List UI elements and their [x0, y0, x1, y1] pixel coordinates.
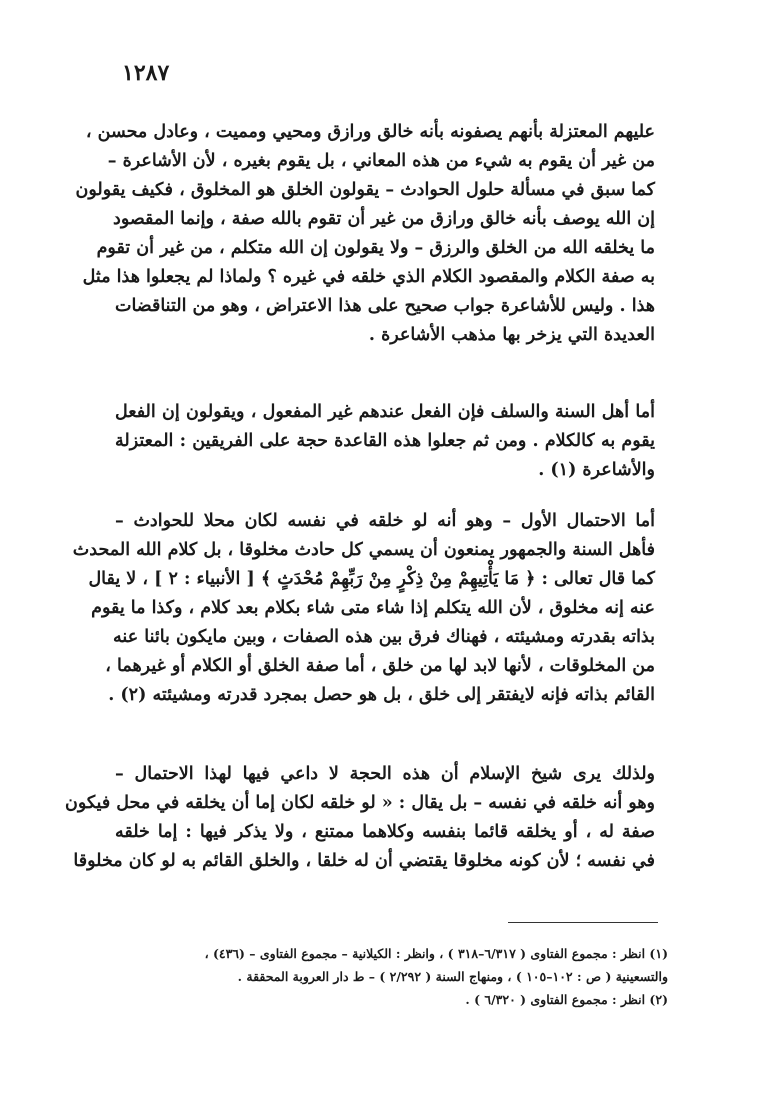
text-line: العديدة التي يزخر بها مذهب الأشاعرة .	[368, 325, 655, 345]
text-line: به صفة الكلام والمقصود الكلام الذي خلقه في غيره ؟ ولماذا لم يجعلوا هذا مثل	[82, 267, 655, 287]
text-line: بذاته بقدرته ومشيئته ، فهناك فرق بين هذه الصفات ، وبين مايكون بائنا عنه	[113, 627, 655, 647]
paragraph-3	[72, 507, 655, 710]
text-line: والأشاعرة (١) .	[538, 460, 655, 480]
footnote-line: (١) انظر : مجموع الفتاوى ( ٦/٣١٧–٣١٨ ) ، وانظر : الكيلانية – مجموع الفتاوى – (٤٣٦) ،	[204, 946, 668, 961]
text-line: إن الله يوصف بأنه خالق ورازق من غير أن تقوم بالله صفة ، وإنما المقصود	[113, 209, 655, 229]
paragraph-2	[115, 398, 655, 485]
text-line: في نفسه ؛ لأن كونه مخلوقا يقتضي أن له خلقا ، والخلق القائم به لو كان مخلوقا	[73, 851, 655, 871]
text-line: فأهل السنة والجمهور يمنعون أن يسمي كل حادث مخلوقا ، بل كلام الله المحدث	[72, 540, 655, 560]
text-line: عليهم المعتزلة بأنهم يصفونه بأنه خالق ورازق ومحيي ومميت ، وعادل محسن ،	[85, 122, 655, 142]
text-line: وهو أنه خلقه في نفسه – بل يقال : « لو خلقه لكان إما أن يخلقه في محل فيكون	[64, 793, 655, 813]
text-line: كما قال تعالى : ﴿ مَا يَأْتِيهِمْ مِنْ ذِكْرٍ مِنْ رَبِّهِمْ مُحْدَثٍ ﴾ [ الأنبياء : ٢ ] ، لا يقال	[88, 569, 655, 589]
text-line: ولذلك يرى شيخ الإسلام أن هذه الحجة لا داعي فيها لهذا الاحتمال –	[115, 764, 655, 784]
footnote-divider	[508, 922, 658, 923]
paragraph-4	[64, 760, 655, 876]
text-line: أما أهل السنة والسلف فإن الفعل عندهم غير المفعول ، ويقولون إن الفعل	[115, 402, 655, 422]
text-line: من غير أن يقوم به شيء من هذه المعاني ، بل يقوم بغيره ، لأن الأشاعرة –	[107, 151, 655, 171]
text-line: صفة له ، أو يخلقه قائما بنفسه وكلاهما ممتنع ، ولا يذكر فيها : إما خلقه	[115, 822, 655, 842]
text-line: أما الاحتمال الأول – وهو أنه لو خلقه في نفسه لكان محلا للحوادث –	[115, 511, 655, 531]
text-line: يقوم به كالكلام . ومن ثم جعلوا هذه القاعدة حجة على الفريقين : المعتزلة	[115, 431, 656, 451]
text-line: هذا . وليس للأشاعرة جواب صحيح على هذا الاعتراض ، وهو من التناقضات	[115, 296, 655, 316]
text-line: القائم بذاته فإنه لايفتقر إلى خلق ، بل هو حصل بمجرد قدرته ومشيئته (٢) .	[108, 685, 655, 705]
text-line: ما يخلقه الله من الخلق والرزق – ولا يقولون إن الله متكلم ، من غير أن تقوم	[96, 238, 655, 258]
footnotes	[108, 942, 668, 1011]
footnote-line: والتسعينية ( ص : ١٠٢–١٠٥ ) ، ومنهاج السنة ( ٢/٢٩٢ ) – ط دار العروبة المحققة .	[237, 969, 668, 984]
text-line: عنه إنه مخلوق ، لأن الله يتكلم إذا شاء متى شاء بكلام بعد كلام ، وكذا ما يقوم	[91, 598, 655, 618]
text-line: كما سبق في مسألة حلول الحوادث – يقولون الخلق هو المخلوق ، فكيف يقولون	[75, 180, 655, 200]
footnote-line: (٢) انظر : مجموع الفتاوى ( ٦/٣٢٠ ) .	[465, 992, 668, 1007]
page-number: ١٢٨٧	[122, 60, 170, 86]
text-line: من المخلوقات ، لأنها لابد لها من خلق ، أما صفة الخلق أو الكلام أو غيرهما ،	[105, 656, 655, 676]
paragraph-1	[75, 118, 655, 350]
